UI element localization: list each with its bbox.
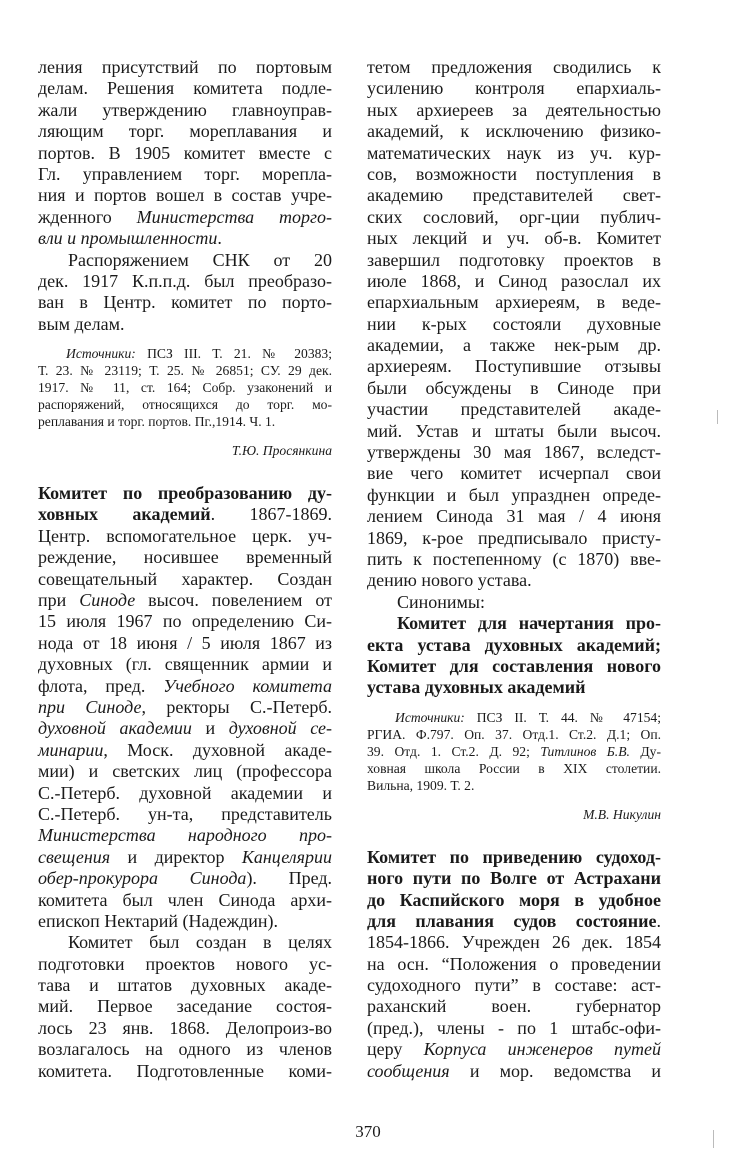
bold-text: екта устава духовных академий; [367, 634, 661, 655]
italic-text: обер-прокурора Синода [38, 868, 247, 889]
text-line [38, 932, 332, 953]
text-line [367, 378, 661, 399]
text: РГИА. Ф.797. Оп. 37. Отд.1. Ст.2. Д.1; Оп. [367, 726, 661, 742]
text: и директор [110, 846, 242, 867]
text-line [38, 526, 332, 547]
text: раханский воен. губернатор [367, 996, 661, 1017]
text-line [38, 379, 332, 396]
text-line [38, 100, 332, 121]
text: и [191, 718, 229, 739]
bold-text: ховных академий [38, 504, 211, 525]
text-line [38, 250, 332, 271]
text: возлагалось на одного из членов [38, 1039, 332, 1060]
text: математических наук из уч. кур- [367, 142, 661, 163]
text-line [38, 783, 332, 804]
text: дению нового устава. [367, 570, 532, 591]
text-line [367, 271, 661, 292]
bold-text: Комитет для составления нового [367, 655, 661, 676]
text: ). Пред. [246, 868, 332, 889]
text-line [38, 1039, 332, 1060]
text: лось 23 янв. 1868. Делопроиз-во [38, 1017, 332, 1038]
italic-text: Титлинов Б.В. [540, 743, 630, 759]
paragraph [367, 613, 661, 699]
text: академию представителей свет- [367, 185, 661, 206]
text: Т. 23. № 23119; Т. 25. № 26851; СУ. 29 дек. [38, 363, 332, 379]
text: портов. В 1905 комитет вместе с [38, 142, 332, 163]
text: (пред.), члены - по 1 штабс-офи- [367, 1017, 661, 1038]
text-line [367, 356, 661, 377]
text-line [38, 590, 332, 611]
text: ских сословий, орг-ции публич- [367, 206, 661, 227]
text: тетом предложения сводились к [367, 57, 661, 77]
italic-text: вли и промышленности [38, 228, 218, 249]
text-line [367, 228, 661, 249]
text: судоходного пути” в составе: аст- [367, 975, 661, 996]
text-line [367, 121, 661, 142]
entry-paragraph [367, 847, 661, 1082]
text: реплавания и торг. портов. Пг.,1914. Ч. 1. [38, 414, 276, 430]
text: и мор. ведомства и [449, 1060, 661, 1081]
text-line [38, 1018, 332, 1039]
text-line [367, 143, 661, 164]
text-line [367, 57, 661, 78]
text: лением Синода 31 мая / 4 июня [367, 506, 661, 527]
text: 39. Отд. 1. Ст.2. Д. 92; [367, 743, 541, 759]
text: ван в Центр. комитет по порто- [38, 292, 332, 313]
text-line [367, 1039, 661, 1060]
italic-text: Министерства торго- [136, 206, 332, 227]
italic-text: Источники: [66, 346, 136, 362]
text: Гл. управлением торг. морепла- [38, 163, 332, 184]
text-line [367, 485, 661, 506]
bold-text: до Каспийского моря в удобное [367, 889, 661, 910]
text-line [38, 164, 332, 185]
text: 15 июля 1967 по определению Си- [38, 611, 332, 632]
text-line [38, 890, 332, 911]
text: Синонимы: [397, 591, 486, 612]
text: Вильна, 1909. Т. 2. [367, 777, 475, 793]
text-line [38, 911, 332, 932]
text: нода от 18 июня / 5 июля 1867 из [38, 632, 332, 653]
text: 1869, к-рое предписывало присту- [367, 527, 661, 548]
text-line [38, 761, 332, 782]
text: вие чего комитет исчерпал свои [367, 463, 661, 484]
bold-text: Комитет по приведению судоход- [367, 846, 661, 867]
text-line [367, 954, 661, 975]
text: ПСЗ II. Т. 44. № 47154; [464, 709, 661, 725]
text-line [38, 975, 332, 996]
text: епархиальным архиереям, в веде- [367, 292, 661, 313]
text-line [367, 442, 661, 463]
text-line [367, 709, 661, 726]
text: Центр. вспомогательное церк. уч- [38, 525, 332, 546]
text: высоч. повелением от [135, 590, 333, 611]
author-signature: М.В. Никулин [583, 806, 661, 822]
text-line [367, 847, 661, 868]
right-column [367, 57, 661, 1082]
text: ПСЗ III. Т. 21. № 20383; [135, 346, 332, 362]
italic-text: духовной академии [38, 718, 192, 739]
text: мий. Устав и штаты были высоч. [367, 420, 661, 441]
text: распоряжений, относящихся до торг. мо- [38, 397, 332, 413]
text: реждение, носившее временный [38, 547, 332, 568]
paragraph [38, 932, 332, 1082]
text-line [367, 592, 661, 613]
text-line [367, 335, 661, 356]
bold-text: Комитет по преобразованию ду- [38, 483, 332, 504]
text-line [367, 570, 661, 591]
text-line [38, 314, 332, 335]
text-line [367, 164, 661, 185]
italic-text: свещения [38, 846, 111, 867]
text: Ду- [629, 743, 661, 759]
text: С.-Петерб. ун-та, представитель [38, 803, 332, 824]
italic-text: Канцелярии [241, 846, 332, 867]
text-line [38, 413, 332, 430]
left-column [38, 57, 332, 1082]
text: ных лекций и уч. об-в. Комитет [367, 228, 661, 249]
text: С.-Петерб. духовной академии и [38, 782, 332, 803]
text: усилению контроля епархиаль- [367, 78, 661, 99]
text-line [367, 421, 661, 442]
text-line [38, 868, 332, 889]
text-line [367, 207, 661, 228]
text-line [367, 656, 661, 677]
scan-mark [713, 1130, 714, 1148]
bold-text: Комитет для начертания про- [397, 613, 661, 634]
text: жденного [38, 206, 137, 227]
italic-text: минарии [38, 739, 104, 760]
text-line [367, 743, 661, 760]
text: Комитет был создан в целях [68, 932, 332, 953]
text: духовных (гл. священник армии и [38, 654, 332, 675]
text: мии) и светских лиц (профессора [38, 761, 332, 782]
text-line [367, 1018, 661, 1039]
text: епископ Нектарий (Надеждин). [38, 910, 279, 931]
text: сов, возможности поступления в [367, 163, 661, 184]
text: вым делам. [38, 313, 125, 334]
text: 1917. № 11, ст. 164; Собр. узаконений и [38, 380, 332, 396]
italic-text: Корпуса инженеров путей [423, 1039, 661, 1060]
text: 1854-1866. Учрежден 26 дек. 1854 [367, 932, 661, 953]
text-line [367, 996, 661, 1017]
text-line [367, 185, 661, 206]
text-line [367, 911, 661, 932]
text-line [38, 996, 332, 1017]
text: . 1867-1869. [210, 504, 332, 525]
text-line [38, 654, 332, 675]
text: ховная школа России в XIX столетии. [367, 760, 661, 776]
text: пить к постепенному (с 1870) вве- [367, 548, 661, 569]
text-line [367, 975, 661, 996]
text-line [367, 463, 661, 484]
text-line [367, 760, 661, 777]
italic-text: духовной се- [228, 718, 332, 739]
text-line [367, 528, 661, 549]
paragraph-continued [38, 57, 332, 250]
text: при [38, 590, 80, 611]
italic-text: сообщения [367, 1060, 450, 1081]
text: комитета был член Синода архи- [38, 889, 332, 910]
text-line [38, 804, 332, 825]
text: флота, пред. [38, 675, 164, 696]
text: участии представителей акаде- [367, 399, 661, 420]
sources-note [38, 345, 332, 430]
bold-text: для плавания судов состояние [367, 910, 657, 931]
text: . [217, 228, 222, 249]
text-line [367, 613, 661, 634]
text: академий, к исключению физико- [367, 121, 661, 142]
paragraph-continued [367, 57, 661, 592]
text: Распоряжением СНК от 20 [68, 249, 332, 270]
text: ления присутствий по портовым [38, 57, 332, 77]
italic-text: Министерства народного про- [38, 825, 332, 846]
text-line [367, 549, 661, 570]
text: функции и был упразднен опреде- [367, 484, 661, 505]
text: июле 1868, и Синод разослал их [367, 270, 661, 291]
text-line [38, 847, 332, 868]
sources-note [367, 709, 661, 794]
text-line [367, 506, 661, 527]
text: церу [367, 1039, 424, 1060]
text: ных архиереев за деятельностью [367, 99, 661, 120]
text: комитета. Подготовленные коми- [38, 1060, 332, 1081]
page-number: 370 [355, 1122, 381, 1141]
text-line [38, 78, 332, 99]
scan-mark [717, 410, 718, 424]
text-line [367, 890, 661, 911]
text-line [367, 932, 661, 953]
text-line [38, 569, 332, 590]
text: нии к-рых состояли духовные [367, 313, 661, 334]
text: завершил подготовку проектов в [367, 249, 661, 270]
text: были обсуждены в Синоде при [367, 377, 661, 398]
text-line [38, 143, 332, 164]
text-line [38, 483, 332, 504]
text: ляющим торг. мореплавания и [38, 121, 332, 142]
text-line [38, 362, 332, 379]
text-line [367, 1061, 661, 1082]
text-line [38, 292, 332, 313]
text: ния и портов вошел в состав учре- [38, 185, 332, 206]
text-line [38, 676, 332, 697]
bold-text: устава духовных академий [367, 677, 586, 698]
paragraph [38, 250, 332, 336]
text: утверждены 30 мая 1867, вследст- [367, 442, 661, 463]
paragraph [367, 592, 661, 613]
text-line [38, 954, 332, 975]
text-line [38, 740, 332, 761]
text-line [367, 868, 661, 889]
text-line [367, 399, 661, 420]
text-line [38, 228, 332, 249]
text-line [367, 314, 661, 335]
text-line [367, 78, 661, 99]
text: делам. Решения комитета подле- [38, 78, 332, 99]
italic-text: при Синоде [38, 696, 142, 717]
text-line [367, 250, 661, 271]
text-line [367, 292, 661, 313]
text-line [367, 726, 661, 743]
text: жали утверждению главноуправ- [38, 99, 332, 120]
text-line [367, 635, 661, 656]
italic-text: Источники: [395, 709, 465, 725]
bold-text: ного пути по Волге от Астрахани [367, 868, 661, 889]
text-line [38, 547, 332, 568]
text-line [38, 825, 332, 846]
text: на осн. “Положения о проведении [367, 953, 661, 974]
text: мий. Первое заседание состоя- [38, 996, 332, 1017]
text-line [38, 504, 332, 525]
text-line [38, 57, 332, 78]
text-line [38, 697, 332, 718]
author-signature: Т.Ю. Просянкина [231, 443, 332, 459]
text: дек. 1917 К.п.п.д. был преобразо- [38, 270, 332, 291]
text-line [38, 718, 332, 739]
text: академии, а также нек-рым др. [367, 335, 661, 356]
text: , ректоры С.-Петерб. [141, 696, 332, 717]
text: архиереям. Поступившие отзывы [367, 356, 661, 377]
text-line [38, 633, 332, 654]
text: совещательный характер. Создан [38, 568, 332, 589]
text: подготовки проектов нового ус- [38, 953, 332, 974]
text: . [656, 910, 661, 931]
italic-text: Синоде [79, 590, 136, 611]
text-line [38, 396, 332, 413]
text-line [38, 271, 332, 292]
text-line [38, 121, 332, 142]
text-line [367, 777, 661, 794]
text-line [367, 677, 661, 698]
text-line [38, 611, 332, 632]
text-line [38, 345, 332, 362]
entry-paragraph [38, 483, 332, 932]
text-line [367, 100, 661, 121]
text-line [38, 207, 332, 228]
text-line [38, 185, 332, 206]
text: тава и штатов духовных акаде- [38, 975, 332, 996]
text: , Моск. духовной акаде- [103, 739, 332, 760]
text-line [38, 1061, 332, 1082]
italic-text: Учебного комитета [163, 675, 332, 696]
